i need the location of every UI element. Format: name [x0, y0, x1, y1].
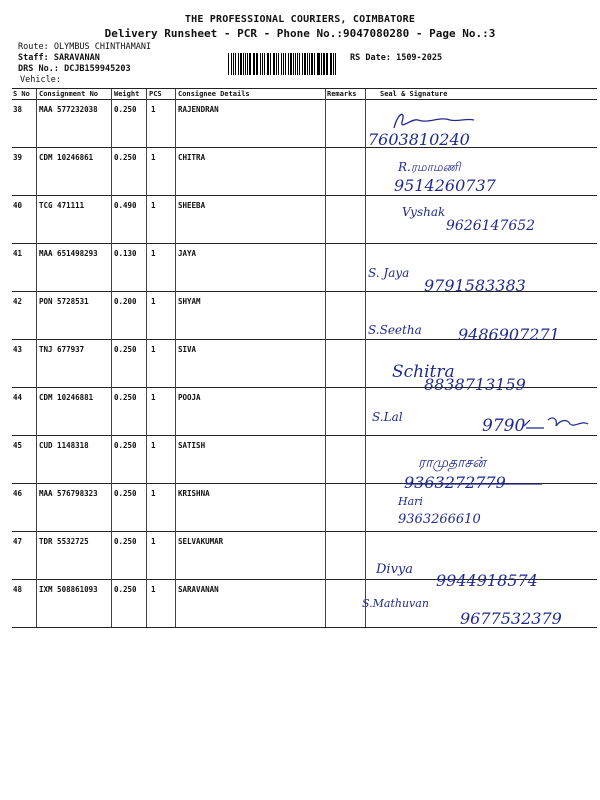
barcode-bar	[330, 53, 332, 75]
row-pcs: 1	[151, 537, 156, 546]
row-consignment: MAA 576798323	[39, 489, 98, 498]
barcode-bar	[278, 53, 279, 75]
handwritten-phone: 9626147652	[446, 218, 536, 234]
row-consignment: TNJ 677937	[39, 345, 85, 354]
barcode-bar	[262, 53, 263, 75]
barcode-bar	[335, 53, 336, 75]
row-consignment: PON 5728531	[39, 297, 89, 306]
row-consignment: IXM 508861093	[39, 585, 98, 594]
barcode-bar	[233, 53, 234, 75]
row-weight: 0.250	[114, 489, 137, 498]
barcode-bar	[264, 53, 265, 75]
row-weight: 0.130	[114, 249, 137, 258]
row-consignment: CUD 1148318	[39, 441, 89, 450]
row-consignment: TCG 471111	[39, 201, 85, 210]
route-value: OLYMBUS CHINTHAMANI	[53, 42, 152, 52]
barcode-bar	[245, 53, 246, 75]
row-weight: 0.200	[114, 297, 137, 306]
drs-value: DCJB159945203	[64, 64, 131, 74]
column-divider	[365, 89, 366, 627]
row-consignment: CDM 10246881	[39, 393, 94, 402]
table-row	[12, 147, 597, 196]
row-sno: 48	[13, 585, 23, 594]
route-line	[18, 42, 151, 52]
route-label: Route:	[18, 42, 49, 52]
row-sno: 39	[13, 153, 23, 162]
handwritten-name: ராமுதாசன்	[418, 455, 486, 471]
barcode-bar	[238, 53, 239, 75]
row-sno: 44	[13, 393, 23, 402]
row-consignee: SHYAM	[178, 297, 201, 306]
staff-line	[18, 53, 100, 63]
row-weight: 0.490	[114, 201, 137, 210]
row-consignee: KRISHNA	[178, 489, 210, 498]
row-sno: 47	[13, 537, 23, 546]
row-consignment: MAA 577232038	[39, 105, 98, 114]
handwritten-name: R.ரமாமணி	[398, 160, 461, 174]
row-consignee: POOJA	[178, 393, 201, 402]
row-weight: 0.250	[114, 585, 137, 594]
row-sno: 45	[13, 441, 23, 450]
barcode-bar	[307, 53, 308, 75]
handwritten-phone: 9944918574	[436, 571, 538, 590]
barcode-bar	[243, 53, 244, 75]
handwritten-phone: 8838713159	[424, 375, 526, 394]
barcode-bar	[290, 53, 292, 75]
handwritten-name: Hari	[398, 495, 423, 508]
barcode-bar	[314, 53, 315, 75]
barcode-bar	[295, 53, 296, 75]
col-signature: Seal & Signature	[380, 90, 448, 98]
row-pcs: 1	[151, 297, 156, 306]
barcode-bar	[268, 53, 269, 75]
barcode-bar	[228, 53, 229, 75]
barcode-bar	[254, 53, 255, 75]
barcode-bar	[267, 53, 268, 75]
barcode-bar	[293, 53, 294, 75]
row-weight: 0.250	[114, 393, 137, 402]
row-sno: 40	[13, 201, 23, 210]
barcode-bar	[273, 53, 275, 75]
row-consignee: SIVA	[178, 345, 197, 354]
row-pcs: 1	[151, 153, 156, 162]
drs-barcode	[228, 53, 338, 75]
column-divider	[325, 89, 326, 627]
row-sno: 43	[13, 345, 23, 354]
handwritten-phone: 9791583383	[424, 276, 526, 295]
row-sno: 42	[13, 297, 23, 306]
document-title: THE PROFESSIONAL COURIERS, COIMBATORE	[184, 14, 416, 25]
rs-date-value: 1509-2025	[396, 53, 443, 63]
barcode-bar	[281, 53, 282, 75]
barcode-bar	[321, 53, 322, 75]
row-consignee: SATISH	[178, 441, 206, 450]
handwritten-name: Divya	[376, 562, 414, 577]
barcode-bar	[333, 53, 334, 75]
row-consignee: SARAVANAN	[178, 585, 219, 594]
handwritten-phone: 9363272779	[404, 473, 506, 492]
barcode-bar	[231, 53, 232, 75]
row-consignee: RAJENDRAN	[178, 105, 219, 114]
row-sno: 41	[13, 249, 23, 258]
handwritten-phone: 9486907271	[458, 325, 560, 344]
row-pcs: 1	[151, 585, 156, 594]
row-pcs: 1	[151, 441, 156, 450]
handwritten-name: S.Seetha	[368, 323, 422, 337]
strike-through-line	[404, 478, 544, 492]
barcode-bar	[317, 53, 318, 75]
struck-out-scribble	[522, 414, 592, 440]
barcode-bar	[249, 53, 250, 75]
handwritten-name: Schitra	[392, 362, 455, 382]
handwritten-phone: 9363266610	[398, 512, 481, 527]
row-consignee: CHITRA	[178, 153, 206, 162]
column-divider	[146, 89, 147, 627]
row-pcs: 1	[151, 201, 156, 210]
row-pcs: 1	[151, 489, 156, 498]
barcode-bar	[309, 53, 310, 75]
barcode-bar	[318, 53, 319, 75]
barcode-bar	[235, 53, 236, 75]
row-consignee: SHEEBA	[178, 201, 206, 210]
column-divider	[175, 89, 176, 627]
barcode-bar	[304, 53, 305, 75]
handwritten-name: S.Lal	[372, 410, 403, 424]
col-consignee: Consignee Details	[178, 90, 250, 98]
col-remarks: Remarks	[327, 90, 357, 98]
col-consignment: Consignment No	[39, 90, 99, 98]
row-weight: 0.250	[114, 153, 137, 162]
barcode-bar	[270, 53, 271, 75]
col-weight: Weight	[114, 90, 140, 98]
barcode-bar	[299, 53, 300, 75]
col-pcs: PCS	[149, 90, 162, 98]
barcode-bar	[240, 53, 242, 75]
runsheet-subtitle: Delivery Runsheet - PCR - Phone No.:9047080280 - Page No.:3	[104, 27, 496, 40]
barcode-bar	[326, 53, 327, 75]
col-sno: S No	[13, 90, 30, 98]
row-weight: 0.250	[114, 105, 137, 114]
rs-date-line	[350, 53, 442, 63]
handwritten-phone: 9677532379	[460, 609, 562, 628]
barcode-bar	[253, 53, 254, 75]
staff-label: Staff:	[18, 53, 49, 63]
column-divider	[36, 89, 37, 627]
handwritten-phone: 7603810240	[368, 130, 470, 149]
row-weight: 0.250	[114, 441, 137, 450]
handwritten-name: S. Jaya	[368, 266, 410, 280]
row-weight: 0.250	[114, 345, 137, 354]
table-row	[12, 99, 597, 148]
row-consignment: CDM 10246861	[39, 153, 94, 162]
drs-label: DRS No.:	[18, 64, 59, 74]
drs-line	[18, 64, 131, 74]
barcode-bar	[283, 53, 284, 75]
row-pcs: 1	[151, 105, 156, 114]
barcode-bar	[327, 53, 328, 75]
barcode-bar	[311, 53, 313, 75]
column-divider	[111, 89, 112, 627]
row-sno: 38	[13, 105, 23, 114]
barcode-bar	[302, 53, 303, 75]
vehicle-label: Vehicle:	[20, 75, 61, 85]
row-pcs: 1	[151, 393, 156, 402]
barcode-bar	[285, 53, 286, 75]
rs-date-label: RS Date:	[350, 53, 391, 63]
row-consignment: TDR 5532725	[39, 537, 89, 546]
barcode-bar	[276, 53, 277, 75]
row-pcs: 1	[151, 345, 156, 354]
barcode-bar	[323, 53, 324, 75]
handwritten-phone: 9790	[482, 416, 526, 436]
table-row	[12, 435, 597, 484]
runsheet-table	[12, 88, 597, 631]
row-pcs: 1	[151, 249, 156, 258]
row-consignment: MAA 651498293	[39, 249, 98, 258]
barcode-bar	[260, 53, 261, 75]
row-consignee: JAYA	[178, 249, 197, 258]
barcode-bar	[247, 53, 248, 75]
row-consignee: SELVAKUMAR	[178, 537, 224, 546]
row-weight: 0.250	[114, 537, 137, 546]
handwritten-name: S.Mathuvan	[362, 597, 429, 610]
barcode-bar	[297, 53, 298, 75]
barcode-bar	[288, 53, 289, 75]
staff-value: SARAVANAN	[53, 53, 100, 63]
handwritten-phone: 9514260737	[394, 176, 496, 195]
handwritten-name: Vyshak	[402, 205, 446, 219]
row-sno: 46	[13, 489, 23, 498]
barcode-bar	[256, 53, 258, 75]
